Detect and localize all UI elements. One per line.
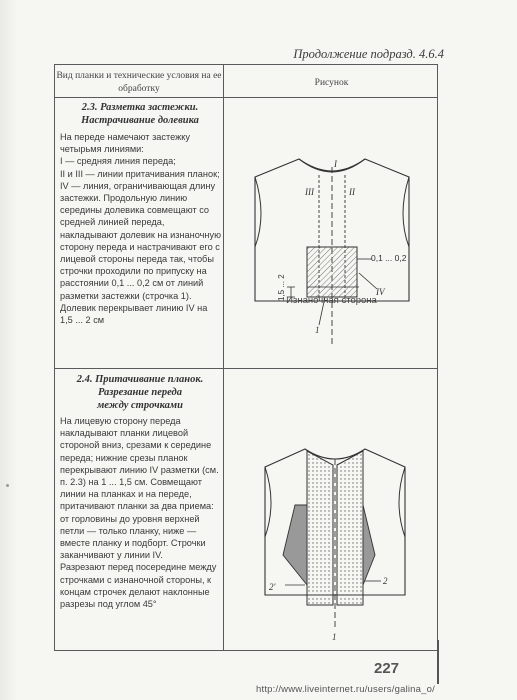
label-dimension: 0,1 ... 0,2 bbox=[371, 253, 407, 263]
markup-figure bbox=[237, 155, 427, 355]
section-2-3-title-line2: Настрачивание долевика bbox=[81, 115, 199, 126]
section-2-4-paragraph: Разрезают перед посередине между строчками с изнаночной стороны, к концам строчек делают наклонные разрезы под углом 45° bbox=[60, 562, 217, 610]
section-2-3-paragraph: I — средняя линия переда; bbox=[60, 156, 176, 167]
section-2-4-title bbox=[59, 373, 221, 412]
label-1: 1 bbox=[332, 632, 337, 642]
header-row-divider bbox=[55, 97, 437, 98]
label-III: III bbox=[305, 187, 314, 197]
section-2-3-text bbox=[60, 131, 221, 326]
label-2: 2 bbox=[383, 576, 388, 586]
left-facing bbox=[283, 505, 307, 585]
column-header-left: Вид планки и технические условия на ее обработку bbox=[56, 71, 222, 94]
label-2-prime: 2' bbox=[269, 582, 276, 592]
label-side-dimension: 1,5 ... 2 bbox=[277, 274, 286, 301]
placket-figure bbox=[255, 445, 425, 645]
page-number-bar bbox=[437, 640, 439, 684]
right-facing bbox=[363, 505, 375, 585]
section-2-3-paragraph: На переде намечают застежку четырьмя линиями: bbox=[60, 132, 190, 155]
armhole-left bbox=[255, 177, 261, 247]
label-II: II bbox=[349, 187, 355, 197]
instruction-table bbox=[54, 64, 438, 651]
section-2-4-title-line1: 2.4. Притачивание планок. bbox=[76, 374, 204, 385]
section-2-4-paragraph: На лицевую сторону переда накладывают планки лицевой стороной вниз, срезами к середине переда; нижние срезы планок перекрывают линию IV разметки (см. п. 2.3) на 1 ... 1,5 см. Совмещают линии на планках и на переде, притачивают планки за два приема: от горловины до уровня верхней петли — только планку, ниже — вместе планку и подборт. Строчки заканчивают у линии IV. bbox=[60, 416, 219, 561]
section-2-3-paragraph: II и III — линии притачивания планок; bbox=[60, 168, 220, 179]
page-number: 227 bbox=[374, 660, 400, 677]
margin-mark bbox=[6, 484, 9, 487]
armhole-right bbox=[403, 177, 409, 247]
label-IV: IV bbox=[376, 287, 385, 297]
label-I-bottom: 1 bbox=[315, 325, 320, 335]
section-2-4-text bbox=[60, 415, 221, 610]
left-placket bbox=[307, 451, 333, 605]
section-2-4-title-line2: Разрезание переда bbox=[97, 387, 183, 398]
figure-caption: Изнаночная сторона bbox=[286, 295, 377, 306]
right-placket bbox=[337, 451, 363, 605]
watermark-url: http://www.liveinternet.ru/users/galina_o/ bbox=[256, 684, 435, 695]
facing-rectangle bbox=[307, 247, 357, 297]
column-divider bbox=[223, 65, 224, 650]
section-row-divider bbox=[55, 368, 437, 369]
label-I-top: I bbox=[334, 159, 337, 169]
section-2-3-title-line1: 2.3. Разметка застежки. bbox=[81, 102, 199, 113]
section-header: Продолжение подразд. 4.6.4 bbox=[293, 47, 444, 61]
section-2-4-title-line3: между строчками bbox=[97, 400, 183, 411]
column-header-right: Рисунок bbox=[314, 78, 349, 88]
section-2-3-paragraph: IV — линия, ограничивающая длину застежки. Продольную линию середины долевика совмещают со средней линией переда, накладывают долевик на изнаночную сторону переда и настрачивают его с лицевой стороны переда так, чтобы строчки проходили по припуску на расстоянии 0,1 ... 0,2 см от линий разметки застежки (строчка 1). Долевик перекрывает линию IV на 1,5 ... 2 см bbox=[60, 180, 221, 326]
section-2-3-title bbox=[59, 101, 221, 127]
